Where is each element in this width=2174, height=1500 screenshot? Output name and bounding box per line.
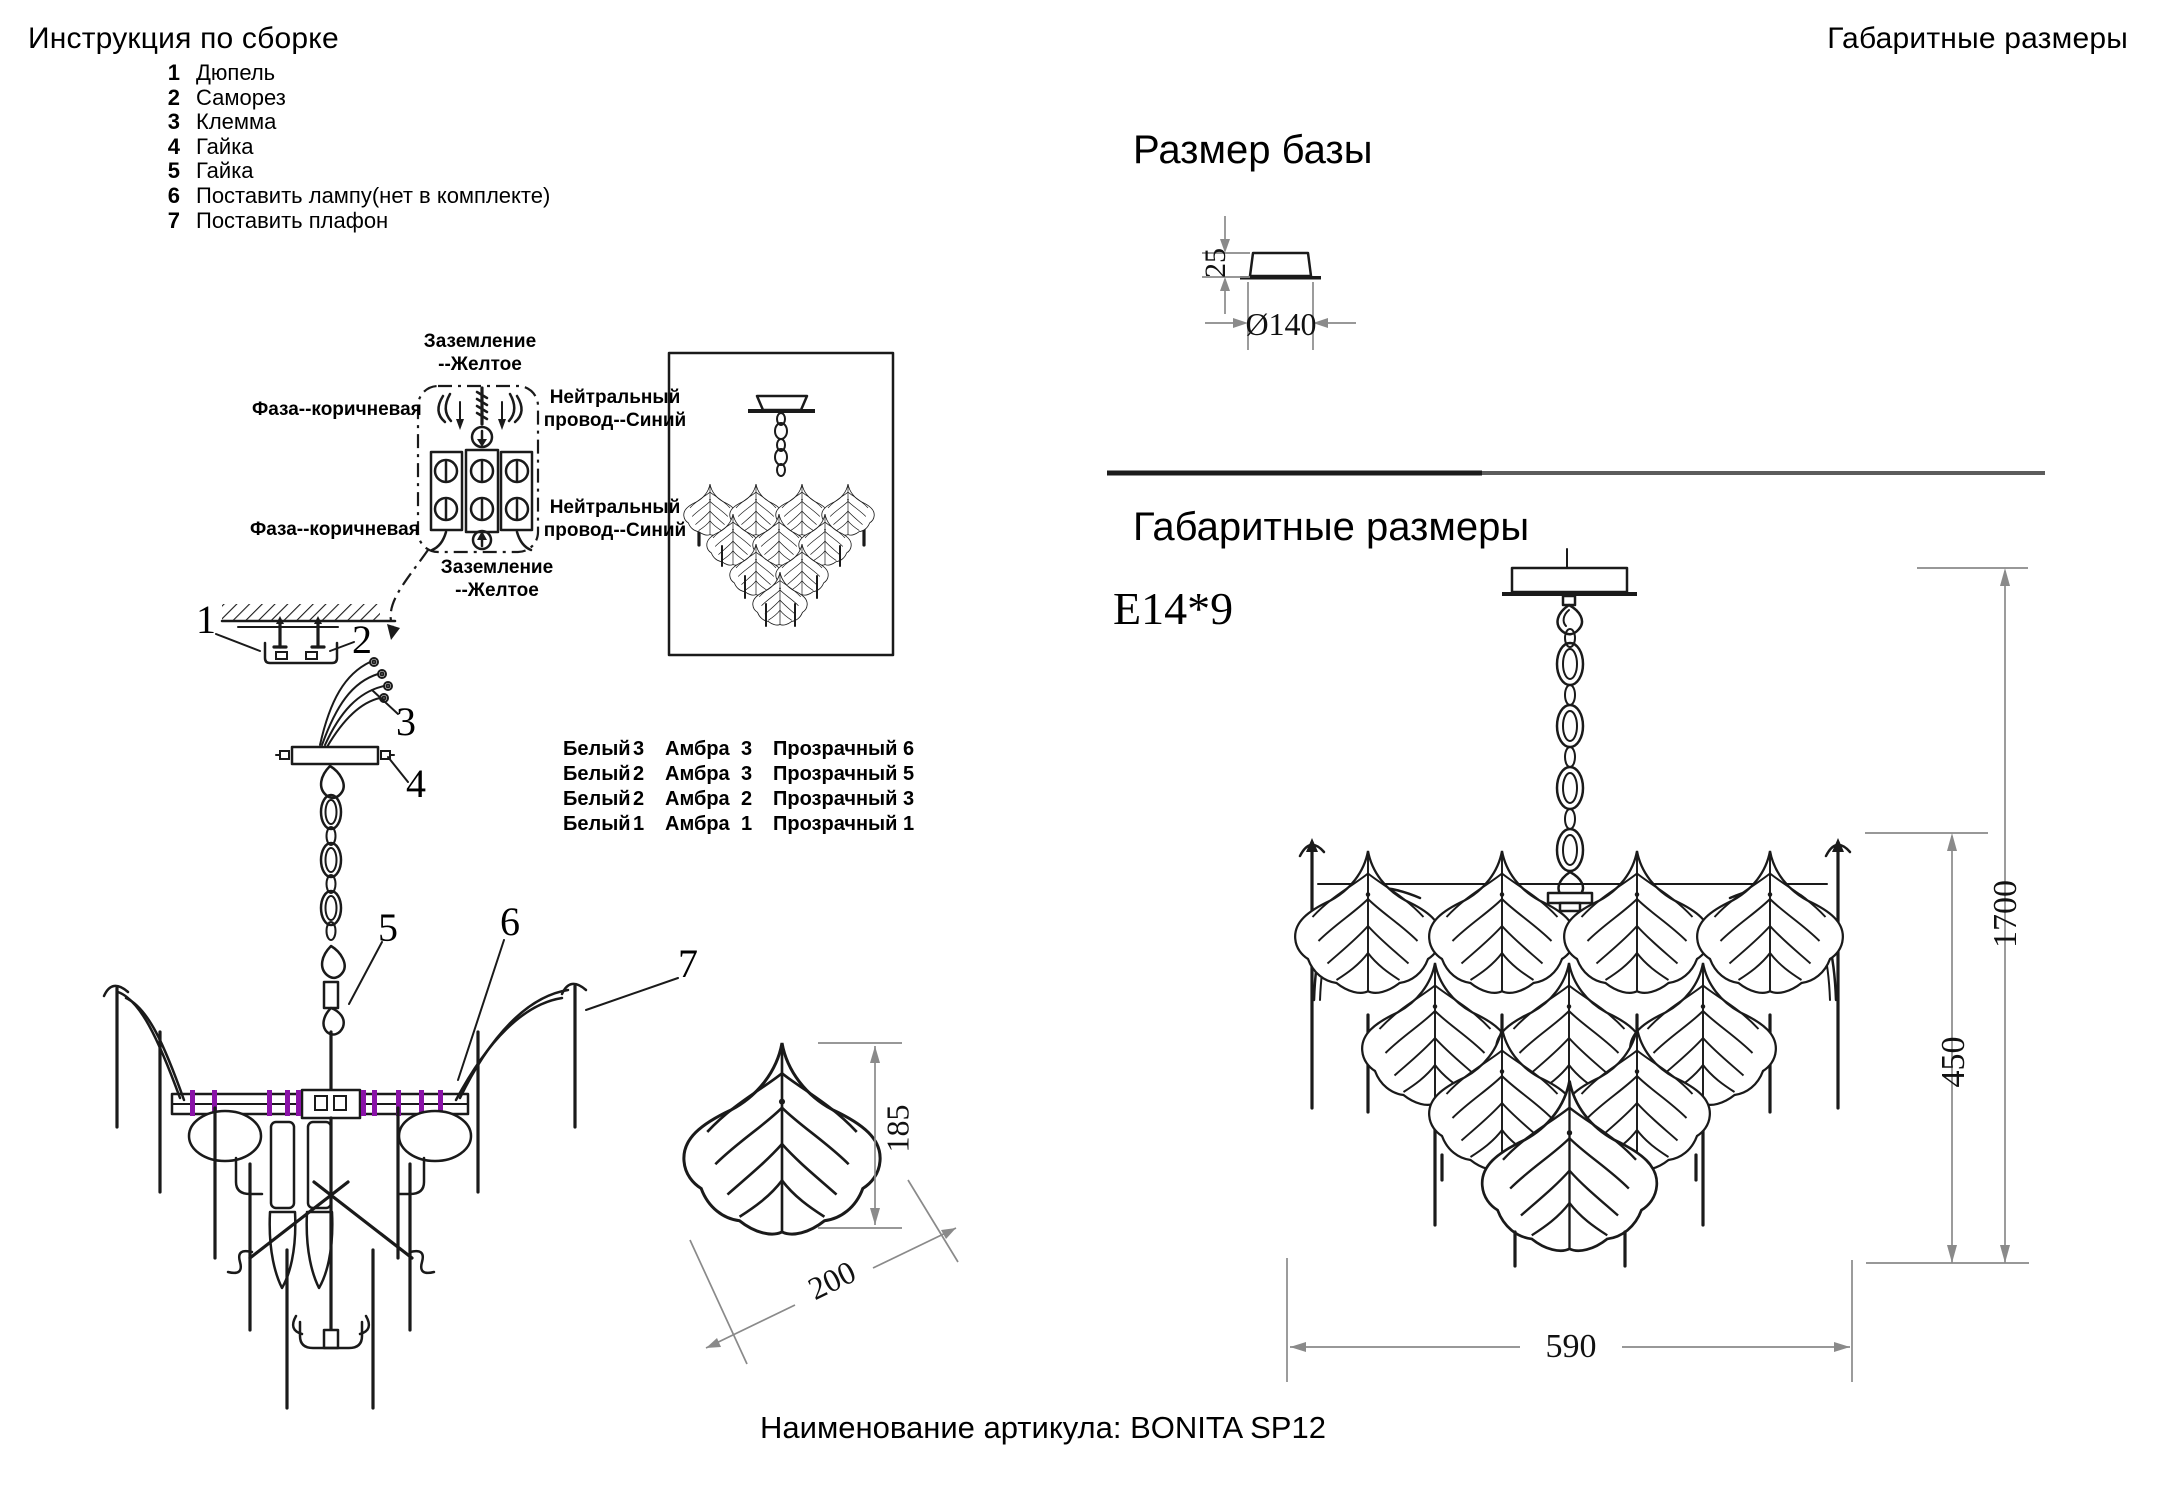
dim-base-height: 25 <box>1199 248 1232 278</box>
candle-bulbs <box>270 1122 333 1288</box>
callout-7: 7 <box>678 941 698 986</box>
shade-detail-drawing <box>684 1043 958 1364</box>
callout-2: 2 <box>352 617 372 662</box>
table-row: Белый 2 Амбра 3 Прозрачный 5 <box>563 763 915 785</box>
label-neutral-1: Нейтральный провод--Синий <box>543 387 687 431</box>
label-phase-2: Фаза--коричневая <box>250 519 420 540</box>
callout-5: 5 <box>378 905 398 950</box>
label-neutral-2: Нейтральный провод--Синий <box>543 497 687 541</box>
assembly-drawing <box>104 604 678 1408</box>
callout-3: 3 <box>396 699 416 744</box>
lamp-spec: E14*9 <box>1113 583 1234 634</box>
dim-shade-height: 185 <box>879 1104 916 1153</box>
list-item: 1 Дюпель <box>167 60 276 85</box>
section-title-overall-top: Габаритные размеры <box>1827 22 2128 55</box>
list-item: 4 Гайка <box>167 133 254 159</box>
parts-list <box>156 60 550 232</box>
leaf-shade <box>1295 851 1441 993</box>
preview-box <box>669 353 893 655</box>
dim-total-height: 1700 <box>1987 880 2024 948</box>
overall-drawing <box>1287 549 2029 1382</box>
table-row: Белый 1 Амбра 1 Прозрачный 1 <box>563 813 915 835</box>
list-item: 3 Клемма <box>167 109 277 135</box>
list-item: 5 Гайка <box>167 158 254 184</box>
table-row: Белый 2 Амбра 2 Прозрачный 3 <box>563 788 915 810</box>
callout-4: 4 <box>406 761 426 806</box>
dim-shade-width: 200 <box>802 1253 862 1307</box>
dim-base-diameter: Ø140 <box>1245 306 1317 342</box>
shade-count-table <box>563 737 927 837</box>
article-name: Наименование артикула: BONITA SP12 <box>760 1410 1326 1445</box>
list-item: 2 Саморез <box>167 84 286 110</box>
callout-leaders <box>216 634 678 1080</box>
list-item: 6 Поставить лампу(нет в комплекте) <box>167 182 551 208</box>
dim-body-height: 450 <box>1935 1036 1972 1088</box>
callout-6: 6 <box>500 899 520 944</box>
page-title: Инструкция по сборке <box>28 22 339 55</box>
section-title-overall: Габаритные размеры <box>1133 505 1530 549</box>
section-title-base-size: Размер базы <box>1133 128 1373 172</box>
label-phase-1: Фаза--коричневая <box>252 399 422 420</box>
dim-body-width: 590 <box>1545 1328 1597 1365</box>
label-ground-bottom: Заземление --Желтое <box>440 557 554 601</box>
list-item: 7 Поставить плафон <box>167 207 389 233</box>
label-ground-top: Заземление --Желтое <box>423 331 537 375</box>
callout-1: 1 <box>196 597 216 642</box>
table-row: Белый 3 Амбра 3 Прозрачный 6 <box>563 738 915 760</box>
